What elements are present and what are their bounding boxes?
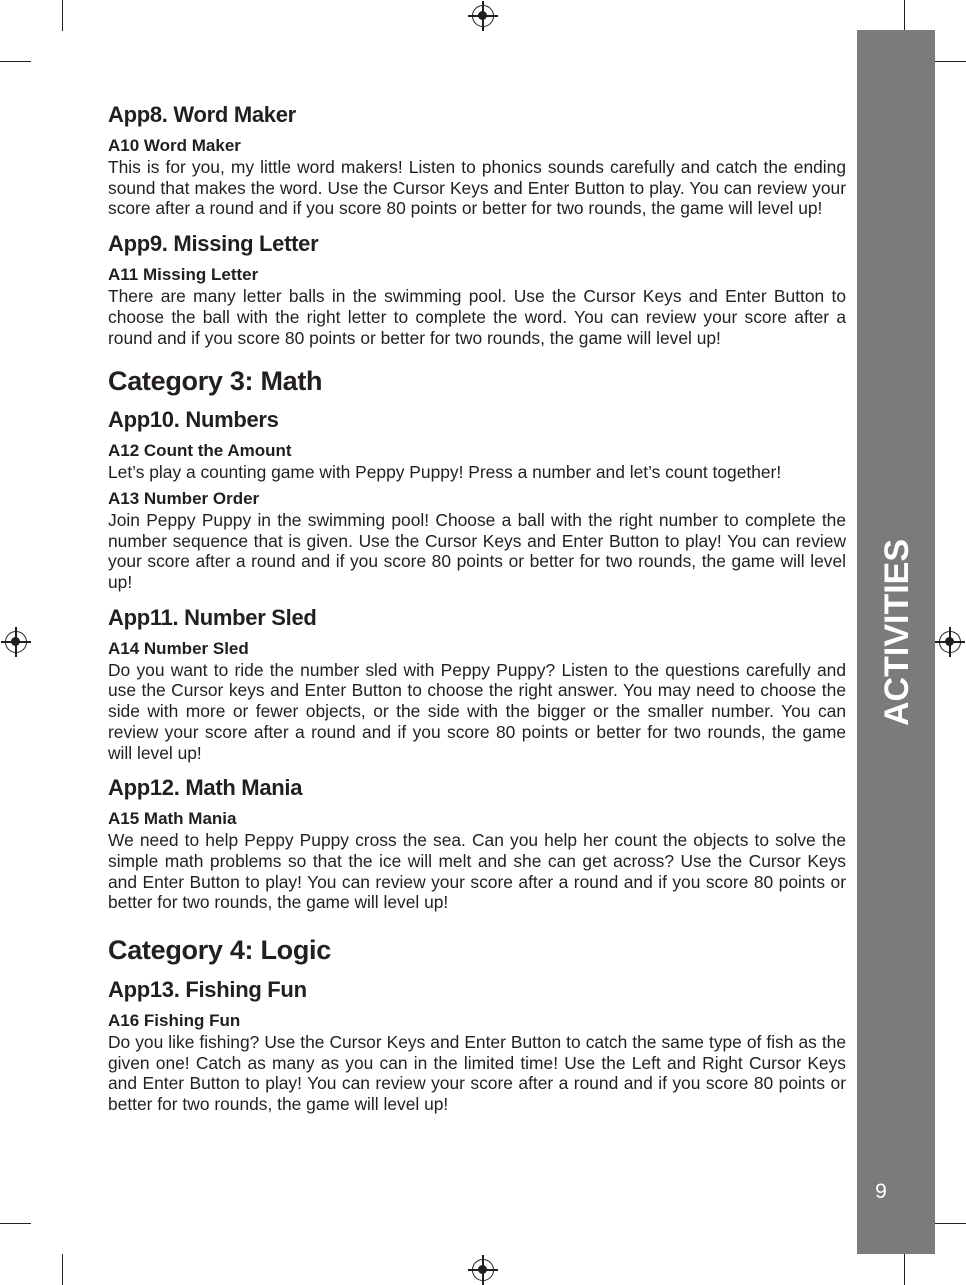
- crop-mark: [62, 0, 63, 31]
- registration-mark-icon: [5, 631, 27, 653]
- activity-heading: A12 Count the Amount: [108, 441, 292, 461]
- manual-content: [108, 100, 846, 1115]
- registration-mark-icon: [472, 1259, 494, 1281]
- page-number: 9: [875, 1180, 887, 1203]
- app-heading: App10. Numbers: [108, 407, 279, 433]
- crop-mark: [935, 1223, 966, 1224]
- activity-heading: A13 Number Order: [108, 488, 260, 508]
- activity-description: Join Peppy Puppy in the swimming pool! Choose a ball with the right number to complete the number sequence that is given. Use the Cursor Keys and Enter Button to play! You can review your score after a round and if you score 80 points or better for two rounds, the game will level up!: [108, 509, 846, 593]
- activity-description: Do you like fishing? Use the Cursor Keys and Enter Button to catch the same type of fish as the given one! Catch as many as you can in the limited time! Use the Left and Right Cursor Keys and Enter Button to play! You can review your score after a round and if you score 80 points or better for two rounds, the game will level up!: [108, 1032, 846, 1115]
- app-heading: App13. Fishing Fun: [108, 977, 307, 1003]
- activity-description: This is for you, my little word makers! Listen to phonics sounds carefully and catch the ending sound that makes the word. Use the Cursor Keys and Enter Button to play. You can review your score after a round and if you score 80 points or better for two rounds, the game will level up!: [108, 157, 846, 219]
- crop-mark: [904, 0, 905, 31]
- activity-heading: A16 Fishing Fun: [108, 1011, 241, 1031]
- category-heading: Category 4: Logic: [108, 935, 331, 966]
- activity-description: Do you want to ride the number sled with Peppy Puppy? Listen to the questions carefully and use the Cursor keys and Enter Button to choose the right answer. You may need to choose the side with more or fewer objects, or the side with the bigger or the smaller number. You can review your score after a round and if you score 80 points or better for two rounds, the game will level up!: [108, 659, 846, 763]
- app-heading: App9. Missing Letter: [108, 231, 319, 257]
- activity-description: We need to help Peppy Puppy cross the sea. Can you help her count the objects to solve the simple math problems so that the ice will melt and she can get across? Use the Cursor Keys and Enter Button to play! You can review your score after a round and if you score 80 points or better for two rounds, the game will level up!: [108, 830, 846, 913]
- registration-mark-icon: [472, 5, 494, 27]
- activity-heading: A14 Number Sled: [108, 638, 249, 658]
- app-heading: App8. Word Maker: [108, 102, 296, 127]
- activity-heading: A10 Word Maker: [108, 136, 241, 155]
- crop-mark: [62, 1254, 63, 1285]
- crop-mark: [904, 1254, 905, 1285]
- crop-mark: [0, 1223, 31, 1224]
- registration-mark-icon: [939, 631, 961, 653]
- activity-description: There are many letter balls in the swimming pool. Use the Cursor Keys and Enter Button to choose the ball with the right letter to complete the word. You can review your score after a round and if you score 80 points or better for two rounds, the game will level up!: [108, 286, 846, 348]
- app-heading: App12. Math Mania: [108, 775, 303, 801]
- activity-heading: A11 Missing Letter: [108, 265, 259, 285]
- category-heading: Category 3: Math: [108, 366, 323, 397]
- app-heading: App11. Number Sled: [108, 604, 317, 630]
- activity-description: Let’s play a counting game with Peppy Puppy! Press a number and let’s count together!: [108, 462, 782, 483]
- crop-mark: [935, 61, 966, 62]
- section-tab-label: ACTIVITIES: [878, 538, 916, 726]
- activity-heading: A15 Math Mania: [108, 809, 237, 829]
- crop-mark: [0, 61, 31, 62]
